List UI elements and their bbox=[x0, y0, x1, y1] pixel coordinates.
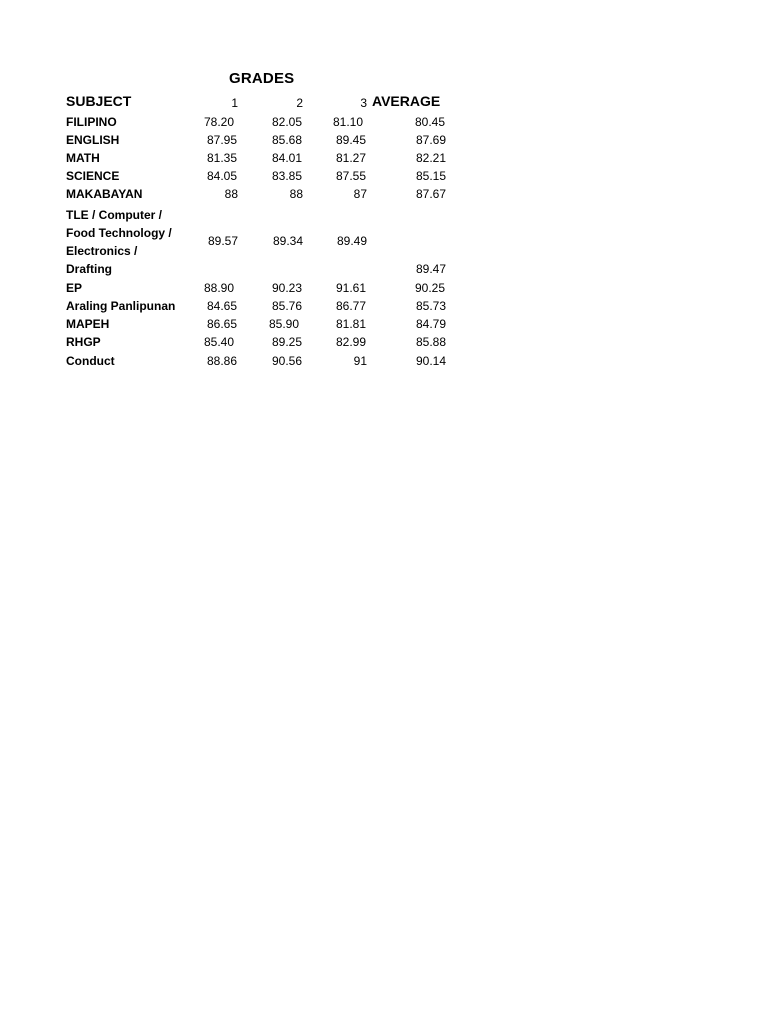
grade-cell: 84.05 bbox=[206, 169, 237, 183]
grade-cell: 82.99 bbox=[335, 335, 366, 349]
grade-cell: 81.10 bbox=[332, 115, 363, 129]
average-cell: 85.15 bbox=[415, 169, 446, 183]
average-cell: 84.79 bbox=[415, 317, 446, 331]
subject-label: Conduct bbox=[66, 354, 115, 368]
subject-label: EP bbox=[66, 281, 83, 295]
grade-cell: 89.25 bbox=[271, 335, 302, 349]
grade-cell: 81.27 bbox=[335, 151, 366, 165]
grade-cell: 88.90 bbox=[203, 281, 234, 295]
grade-cell: 89.34 bbox=[272, 234, 303, 248]
subject-label: SCIENCE bbox=[66, 169, 120, 183]
grade-cell: 89.57 bbox=[207, 234, 238, 248]
grade-cell: 88.86 bbox=[206, 354, 237, 368]
grade-cell: 86.65 bbox=[206, 317, 237, 331]
grade-cell: 85.40 bbox=[203, 335, 234, 349]
grade-cell: 82.05 bbox=[271, 115, 302, 129]
subject-label: MATH bbox=[66, 151, 100, 165]
subject-label: FILIPINO bbox=[66, 115, 117, 129]
average-cell: 90.14 bbox=[415, 354, 446, 368]
grade-cell: 78.20 bbox=[203, 115, 234, 129]
subject-label-line: TLE / Computer / bbox=[66, 208, 162, 222]
subject-label: ENGLISH bbox=[66, 133, 120, 147]
grade-cell: 85.90 bbox=[268, 317, 299, 331]
grade-cell: 89.49 bbox=[336, 234, 367, 248]
subject-label-line: Food Technology / bbox=[66, 226, 172, 240]
subject-label: Araling Panlipunan bbox=[66, 299, 176, 313]
grade-cell: 88 bbox=[224, 187, 238, 201]
grades-title: GRADES bbox=[229, 70, 295, 87]
grade-cell: 87.55 bbox=[335, 169, 366, 183]
grade-cell: 88 bbox=[289, 187, 303, 201]
average-cell: 89.47 bbox=[415, 262, 446, 276]
grade-cell: 81.81 bbox=[335, 317, 366, 331]
grade1-header: 1 bbox=[231, 96, 238, 110]
subject-label-line: Drafting bbox=[66, 262, 112, 276]
grade-cell: 87.95 bbox=[206, 133, 237, 147]
grade-cell: 83.85 bbox=[271, 169, 302, 183]
average-cell: 82.21 bbox=[415, 151, 446, 165]
average-cell: 87.69 bbox=[415, 133, 446, 147]
grade-cell: 84.01 bbox=[271, 151, 302, 165]
grade-cell: 81.35 bbox=[206, 151, 237, 165]
average-cell: 80.45 bbox=[414, 115, 445, 129]
grade-cell: 91 bbox=[353, 354, 367, 368]
subject-label: MAKABAYAN bbox=[66, 187, 143, 201]
grade-cell: 90.23 bbox=[271, 281, 302, 295]
average-cell: 90.25 bbox=[414, 281, 445, 295]
average-cell: 87.67 bbox=[415, 187, 446, 201]
subject-label-line: Electronics / bbox=[66, 244, 138, 258]
grade-cell: 91.61 bbox=[335, 281, 366, 295]
subject-label: MAPEH bbox=[66, 317, 110, 331]
subject-label: RHGP bbox=[66, 335, 101, 349]
grade-cell: 89.45 bbox=[335, 133, 366, 147]
average-header: AVERAGE bbox=[372, 93, 441, 109]
grade-cell: 86.77 bbox=[335, 299, 366, 313]
subject-header: SUBJECT bbox=[66, 93, 132, 109]
average-cell: 85.73 bbox=[415, 299, 446, 313]
grade-cell: 87 bbox=[353, 187, 367, 201]
grade3-header: 3 bbox=[360, 96, 367, 110]
grade-cell: 85.76 bbox=[271, 299, 302, 313]
grade-cell: 85.68 bbox=[271, 133, 302, 147]
grade-cell: 90.56 bbox=[271, 354, 302, 368]
grade2-header: 2 bbox=[296, 96, 303, 110]
average-cell: 85.88 bbox=[415, 335, 446, 349]
grade-cell: 84.65 bbox=[206, 299, 237, 313]
